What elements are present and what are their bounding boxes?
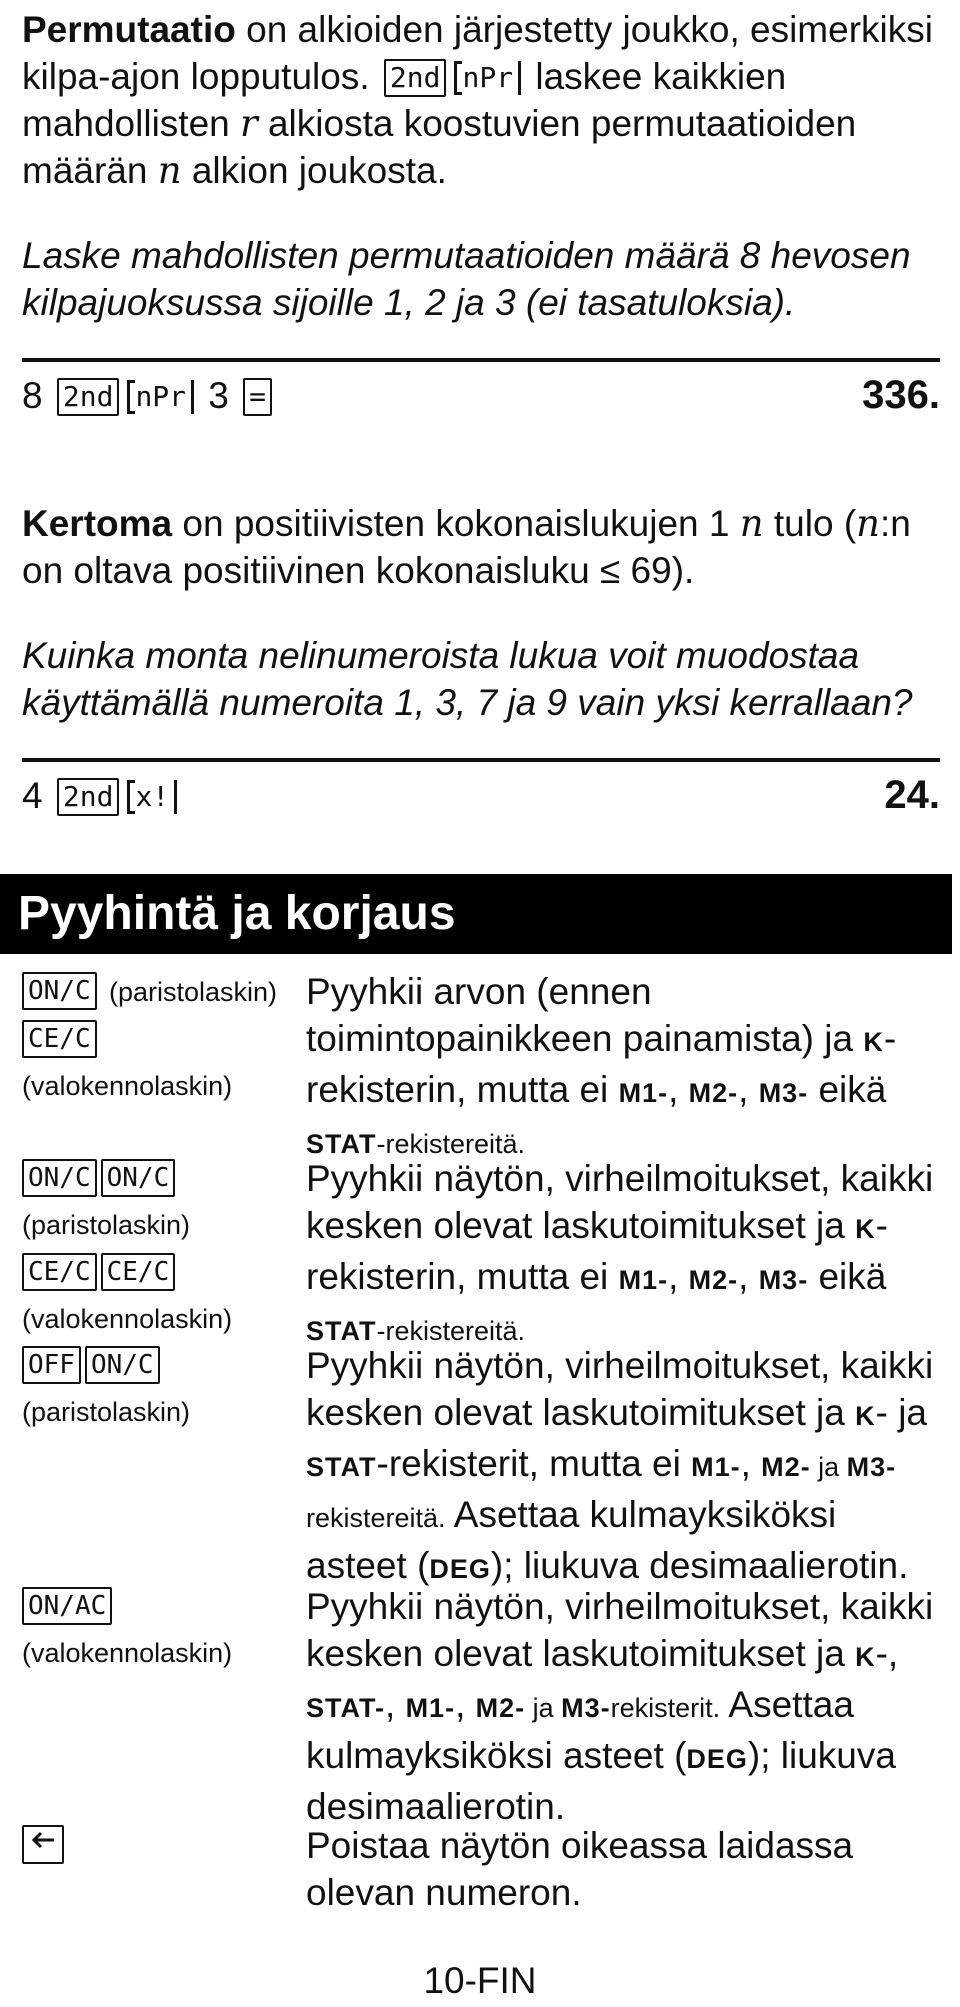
desc-text: ja bbox=[810, 1452, 847, 1482]
desc-text: ); liukuva desimaalierotin. bbox=[306, 1735, 896, 1827]
desc-text: rekisterit. bbox=[610, 1693, 721, 1723]
mode-deg: DEG bbox=[686, 1744, 748, 1774]
backspace-arrow-icon bbox=[22, 1825, 64, 1864]
desc-text: eikä bbox=[808, 1069, 887, 1110]
variable-n: n bbox=[739, 502, 764, 545]
desc-text: , bbox=[385, 1684, 406, 1725]
register-k: K bbox=[855, 1214, 876, 1244]
desc-text: , bbox=[455, 1684, 476, 1725]
key-ce-c: CE/C bbox=[101, 1253, 176, 1291]
key-ce-c: CE/C bbox=[22, 1253, 97, 1291]
desc-text: , bbox=[738, 1256, 759, 1297]
key-ce-c: CE/C bbox=[22, 1020, 97, 1058]
desc-text: ja bbox=[525, 1693, 562, 1723]
key-on-c: ON/C bbox=[85, 1346, 160, 1384]
key-column bbox=[22, 1583, 322, 1677]
register-m1: M1- bbox=[691, 1452, 741, 1482]
register-m1: M1- bbox=[618, 1265, 669, 1295]
register-stat: STAT bbox=[306, 1129, 377, 1159]
register-m1: M1- bbox=[618, 1078, 669, 1108]
calc-number: 8 bbox=[22, 375, 43, 416]
variable-r: r bbox=[240, 102, 258, 145]
desc-text: -, bbox=[875, 1633, 899, 1674]
desc-text: Asettaa kulmayksiköksi asteet ( bbox=[306, 1494, 837, 1586]
definition-text: on alkioiden järjestetty joukko, esimerkiksi kilpa-ajon lopputulos. bbox=[22, 9, 933, 97]
key-column bbox=[22, 1342, 322, 1436]
page-number: 10-FIN bbox=[423, 1960, 537, 2001]
desc-text: -rekisterin, mutta ei bbox=[306, 1205, 888, 1297]
key-on-c: ON/C bbox=[101, 1159, 176, 1197]
key-equals: = bbox=[243, 378, 272, 416]
permutation-calculation bbox=[22, 372, 940, 419]
register-stat: STAT- bbox=[306, 1693, 385, 1723]
divider bbox=[22, 358, 940, 362]
key-on-c: ON/C bbox=[22, 1159, 97, 1197]
key-note: (paristolaskin) bbox=[22, 1397, 191, 1427]
definition-text: laskee kaikkien mahdollisten bbox=[22, 56, 787, 144]
key-npr: nPr bbox=[454, 61, 521, 95]
key-column bbox=[22, 1155, 322, 1343]
key-on-ac: ON/AC bbox=[22, 1587, 112, 1625]
key-note: (paristolaskin) bbox=[108, 977, 278, 1007]
key-on-c: ON/C bbox=[22, 972, 97, 1010]
mode-deg: DEG bbox=[429, 1554, 491, 1584]
factorial-definition bbox=[22, 500, 940, 594]
desc-text: ); liukuva desimaalierotin. bbox=[490, 1545, 909, 1586]
key-note: (valokennolaskin) bbox=[22, 1071, 233, 1101]
desc-text: , bbox=[738, 1069, 759, 1110]
key-column bbox=[22, 968, 322, 1110]
key-off: OFF bbox=[22, 1346, 81, 1384]
register-m2: M2- bbox=[761, 1452, 811, 1482]
definition-text: alkion joukosta. bbox=[181, 150, 447, 191]
register-m3: M3- bbox=[846, 1452, 897, 1482]
key-npr: nPr bbox=[127, 380, 194, 414]
calc-result: 336. bbox=[862, 373, 940, 417]
register-m1: M1- bbox=[405, 1693, 456, 1723]
register-k: K bbox=[863, 1027, 884, 1057]
key-2nd: 2nd bbox=[57, 778, 120, 816]
definition-text: on positiivisten kokonaislukujen 1 bbox=[172, 503, 740, 544]
description: Poistaa näytön oikeassa laidassa olevan numeron. bbox=[306, 1825, 854, 1913]
factorial-calculation bbox=[22, 772, 940, 819]
desc-text: -rekisterin, mutta ei bbox=[306, 1018, 897, 1110]
description bbox=[306, 1583, 946, 1830]
description bbox=[306, 968, 946, 1168]
permutation-definition bbox=[22, 6, 940, 194]
desc-text: , bbox=[740, 1443, 762, 1484]
permutation-example: Laske mahdollisten permutaatioiden määrä 8 hevosen kilpajuoksussa sijoille 1, 2 ja 3 (ei tasatuloksia). bbox=[22, 235, 911, 323]
key-column bbox=[22, 1822, 322, 1869]
register-m2: M2- bbox=[688, 1078, 739, 1108]
calc-number: 4 bbox=[22, 775, 43, 816]
divider bbox=[22, 758, 940, 762]
key-factorial: x! bbox=[127, 780, 177, 814]
key-note: (valokennolaskin) bbox=[22, 1638, 233, 1668]
permutation-term: Permutaatio bbox=[22, 9, 236, 50]
factorial-example: Kuinka monta nelinumeroista lukua voit muodostaa käyttämällä numeroita 1, 3, 7 ja 9 vain yksi kerrallaan? bbox=[22, 635, 913, 723]
key-note: (paristolaskin) bbox=[22, 1210, 191, 1240]
register-stat: STAT bbox=[306, 1316, 377, 1346]
desc-text: Pyyhkii arvon (ennen toimintopainikkeen painamista) ja bbox=[306, 971, 864, 1059]
key-2nd: 2nd bbox=[384, 59, 447, 97]
calc-result: 24. bbox=[884, 773, 940, 817]
key-note: (valokennolaskin) bbox=[22, 1304, 233, 1334]
desc-text: Pyyhkii näytön, virheilmoitukset, kaikki kesken olevat laskutoimitukset ja bbox=[306, 1158, 934, 1246]
register-m3: M3- bbox=[758, 1078, 809, 1108]
register-m2: M2- bbox=[475, 1693, 526, 1723]
definition-text: :n on oltava positiivinen kokonaisluku ≤ 69). bbox=[22, 503, 911, 591]
register-m3: M3- bbox=[561, 1693, 611, 1723]
desc-text: - ja bbox=[875, 1392, 927, 1433]
definition-text: alkiosta koostuvien permutaatioiden määrän bbox=[22, 103, 857, 191]
desc-text: -rekistereitä. bbox=[376, 1316, 526, 1346]
desc-text: , bbox=[668, 1069, 689, 1110]
desc-text: -rekistereitä. bbox=[376, 1129, 526, 1159]
variable-n: n bbox=[856, 502, 881, 545]
description bbox=[306, 1342, 946, 1593]
desc-text: , bbox=[668, 1256, 689, 1297]
register-m3: M3- bbox=[758, 1265, 809, 1295]
key-2nd: 2nd bbox=[57, 378, 120, 416]
desc-text: -rekisterit, mutta ei bbox=[376, 1443, 692, 1484]
definition-text: tulo ( bbox=[763, 503, 857, 544]
desc-text: eikä bbox=[808, 1256, 887, 1297]
desc-text: Pyyhkii näytön, virheilmoitukset, kaikki kesken olevat laskutoimitukset ja bbox=[306, 1586, 934, 1674]
calc-number: 3 bbox=[208, 375, 229, 416]
desc-text: Asettaa kulmayksiköksi asteet ( bbox=[306, 1684, 854, 1776]
register-stat: STAT bbox=[306, 1452, 377, 1482]
variable-n: n bbox=[157, 149, 182, 192]
register-k: K bbox=[855, 1642, 876, 1672]
section-heading: Pyyhintä ja korjaus bbox=[0, 874, 952, 954]
desc-text: rekistereitä. bbox=[306, 1503, 446, 1533]
description bbox=[306, 1155, 946, 1355]
register-k: K bbox=[855, 1401, 876, 1431]
register-m2: M2- bbox=[688, 1265, 739, 1295]
desc-text: Pyyhkii näytön, virheilmoitukset, kaikki kesken olevat laskutoimitukset ja bbox=[306, 1345, 934, 1433]
factorial-term: Kertoma bbox=[22, 503, 173, 544]
